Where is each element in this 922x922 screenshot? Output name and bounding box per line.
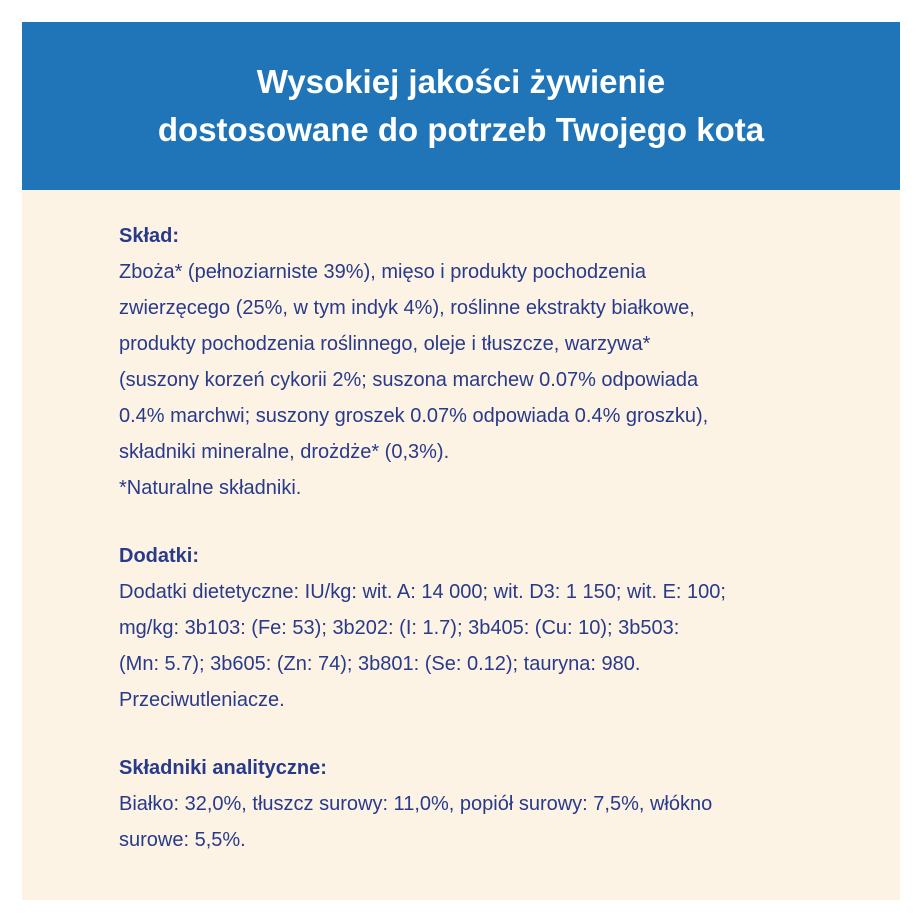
section-title: Skład:: [119, 225, 180, 247]
text-line: Białko: 32,0%, tłuszcz surowy: 11,0%, popiół surowy: 7,5%, włókno: [119, 793, 713, 815]
text-line: mg/kg: 3b103: (Fe: 53); 3b202: (I: 1.7); 3b405: (Cu: 10); 3b503:: [119, 617, 680, 639]
text-line: zwierzęcego (25%, w tym indyk 4%), roślinne ekstrakty białkowe,: [119, 297, 695, 319]
section-title: Składniki analityczne:: [119, 757, 327, 779]
section-title: Dodatki:: [119, 545, 199, 567]
text-line: Przeciwutleniacze.: [119, 689, 285, 711]
text-line: produkty pochodzenia roślinnego, oleje i tłuszcze, warzywa*: [119, 333, 651, 355]
text-line: (Mn: 5.7); 3b605: (Zn: 74); 3b801: (Se: 0.12); tauryna: 980.: [119, 653, 641, 675]
header-banner: [22, 22, 900, 190]
section-sklad: [119, 218, 859, 506]
text-line: surowe: 5,5%.: [119, 829, 246, 851]
text-line: składniki mineralne, drożdże* (0,3%).: [119, 441, 450, 463]
text-line: Dodatki dietetyczne: IU/kg: wit. A: 14 000; wit. D3: 1 150; wit. E: 100;: [119, 581, 726, 603]
section-dodatki: [119, 538, 859, 718]
text-line: (suszony korzeń cykorii 2%; suszona marchew 0.07% odpowiada: [119, 369, 699, 391]
header-title-line-2: dostosowane do potrzeb Twojego kota: [157, 111, 765, 148]
section-skladniki-analityczne: [119, 750, 859, 858]
info-card: [22, 22, 900, 900]
text-line: 0.4% marchwi; suszony groszek 0.07% odpowiada 0.4% groszku),: [119, 405, 709, 427]
text-line: Zboża* (pełnoziarniste 39%), mięso i produkty pochodzenia: [119, 261, 646, 283]
text-line: *Naturalne składniki.: [119, 477, 302, 499]
content-area: [119, 218, 859, 858]
header-title-line-1: Wysokiej jakości żywienie: [256, 63, 666, 100]
